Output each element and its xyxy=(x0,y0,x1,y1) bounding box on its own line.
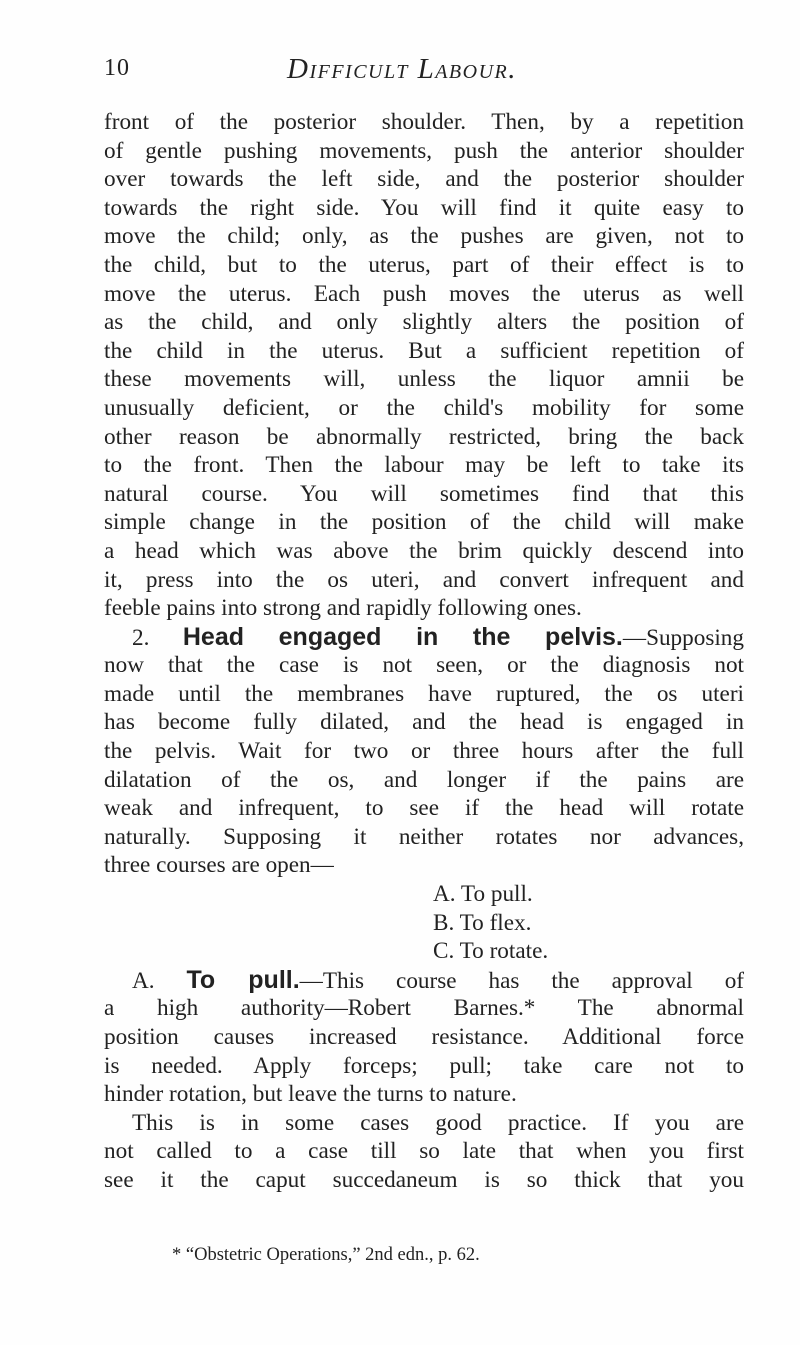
text-line: naturally. Supposing it neither rotates nor advances, xyxy=(104,823,744,850)
footnote: * “Obstetric Operations,” 2nd edn., p. 62. xyxy=(172,1245,480,1265)
text-line: natural course. You will sometimes find that this xyxy=(104,480,744,507)
text-line: towards the right side. You will find it quite easy to xyxy=(104,194,744,221)
text-line: move the uterus. Each push moves the uterus as well xyxy=(104,280,744,307)
page-number: 10 xyxy=(104,55,130,81)
text-line: front of the posterior shoulder. Then, by a repetition xyxy=(104,109,744,135)
text-line: move the child; only, as the pushes are given, not to xyxy=(104,223,744,250)
section-a-first-line xyxy=(104,966,744,995)
text-line: made until the membranes have ruptured, the os uteri xyxy=(104,680,744,707)
course-item: B. To flex. xyxy=(433,909,532,936)
text-line: other reason be abnormally restricted, bring the back xyxy=(104,423,744,450)
text-line: see it the caput succedaneum is so thick that you xyxy=(104,1166,744,1193)
text-line: simple change in the position of the child will make xyxy=(104,509,744,536)
text-line: the pelvis. Wait for two or three hours after the full xyxy=(104,738,744,765)
text-line: not called to a case till so late that when you first xyxy=(104,1138,744,1165)
text-line: now that the case is not seen, or the diagnosis not xyxy=(104,652,744,679)
course-item: C. To rotate. xyxy=(433,938,549,965)
text-line: This is in some cases good practice. If you are xyxy=(132,1109,744,1136)
text-line: three courses are open— xyxy=(104,852,334,879)
text-line: is needed. Apply forceps; pull; take care not to xyxy=(104,1052,744,1079)
running-title: Difficult Labour. xyxy=(287,53,517,85)
section-2-number: 2. xyxy=(132,624,150,651)
text-line: to the front. Then the labour may be left to take its xyxy=(104,452,744,479)
text-line: the child, but to the uterus, part of their effect is to xyxy=(104,251,744,278)
text-line: position causes increased resistance. Additional force xyxy=(104,1024,744,1050)
text-line: as the child, and only slightly alters the position of xyxy=(104,309,744,336)
section-2-heading: Head engaged in the pelvis. xyxy=(182,622,623,651)
text-line: feeble pains into strong and rapidly following ones. xyxy=(104,595,582,622)
text-line: a head which was above the brim quickly descend into xyxy=(104,537,744,564)
text-line: unusually deficient, or the child's mobility for some xyxy=(104,394,744,421)
text-line: has become fully dilated, and the head is engaged in xyxy=(104,709,744,736)
text-line: dilatation of the os, and longer if the pains are xyxy=(104,766,744,793)
text-line: it, press into the os uteri, and convert infrequent and xyxy=(104,566,744,593)
section-a-letter: A. xyxy=(132,967,155,994)
section-a-heading: To pull. xyxy=(186,965,300,994)
section-a-lead: —This course has the approval of xyxy=(299,967,745,994)
text-line: these movements will, unless the liquor amnii be xyxy=(104,366,744,393)
body-text xyxy=(104,108,744,1195)
text-line: hinder rotation, but leave the turns to nature. xyxy=(104,1081,517,1108)
course-item: A. To pull. xyxy=(433,881,533,908)
text-line: the child in the uterus. But a sufficient repetition of xyxy=(104,337,744,364)
text-line: weak and infrequent, to see if the head will rotate xyxy=(104,795,744,822)
text-line: over towards the left side, and the posterior shoulder xyxy=(104,166,744,193)
text-line: a high authority—Robert Barnes.* The abnormal xyxy=(104,995,744,1022)
section-2-first-line xyxy=(104,623,744,652)
section-2-lead: —Supposing xyxy=(622,624,744,651)
text-line: of gentle pushing movements, push the anterior shoulder xyxy=(104,137,744,164)
running-head xyxy=(104,55,744,89)
